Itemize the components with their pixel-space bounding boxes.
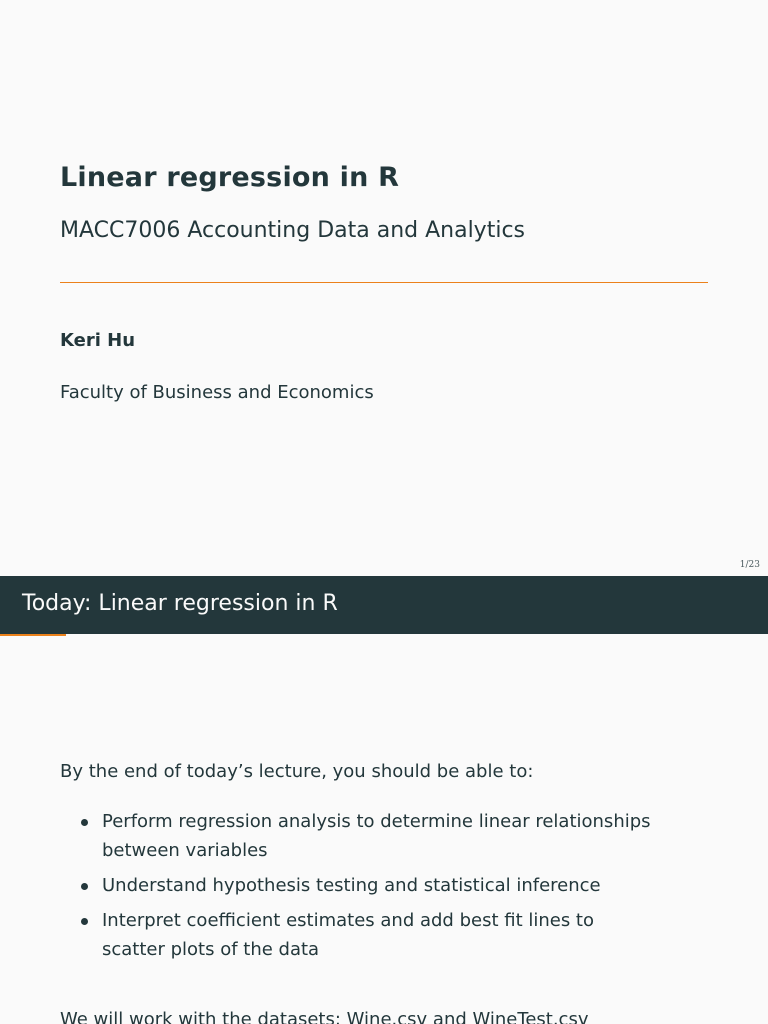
institute-name: Faculty of Business and Economics bbox=[60, 382, 374, 403]
content-slide bbox=[0, 576, 768, 1024]
title-separator bbox=[60, 282, 708, 283]
list-item-text: Perform regression analysis to determine linear relationships between variables bbox=[102, 811, 651, 861]
slide-subtitle: MACC7006 Accounting Data and Analytics bbox=[60, 218, 525, 243]
intro-text: By the end of today’s lecture, you should be able to: bbox=[60, 761, 534, 782]
list-item-text: Understand hypothesis testing and statistical inference bbox=[102, 875, 601, 896]
objectives-list bbox=[60, 807, 660, 970]
slide-title: Linear regression in R bbox=[60, 162, 400, 193]
list-item bbox=[60, 871, 660, 900]
frame-title: Today: Linear regression in R bbox=[22, 591, 338, 616]
bullet-icon bbox=[81, 819, 88, 826]
bullet-icon bbox=[81, 918, 88, 925]
page-number: 1/23 bbox=[739, 560, 760, 570]
list-item bbox=[60, 906, 660, 964]
bullet-icon bbox=[81, 883, 88, 890]
progress-bar bbox=[0, 634, 66, 636]
list-item bbox=[60, 807, 660, 865]
list-item-text: Interpret coefficient estimates and add best fit lines to scatter plots of the data bbox=[102, 910, 595, 960]
author-name: Keri Hu bbox=[60, 330, 136, 351]
frame-header bbox=[0, 576, 768, 634]
outro-text: We will work with the datasets: Wine.csv and WineTest.csv bbox=[60, 1009, 589, 1024]
